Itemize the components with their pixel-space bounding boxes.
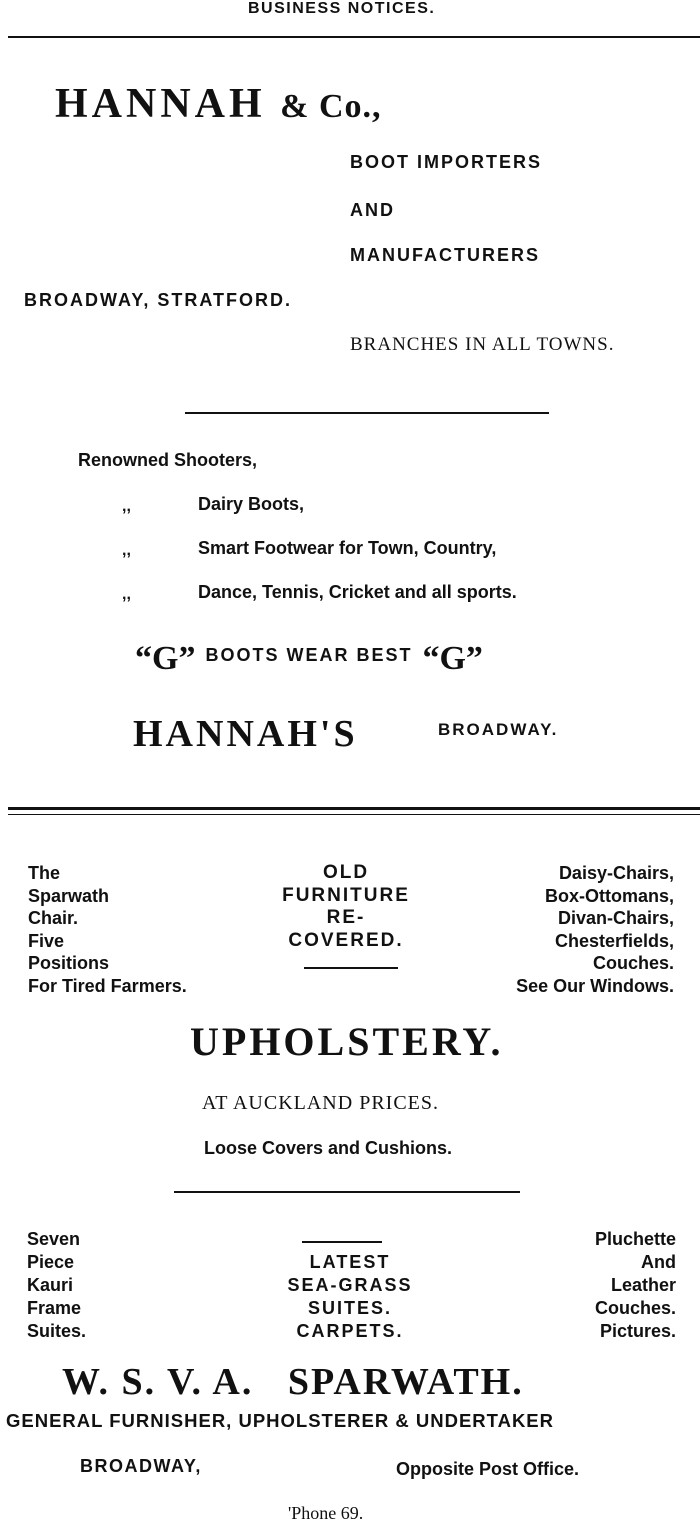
right-col2-line: Couches. <box>594 1298 676 1318</box>
hannah-tagline-2: AND <box>350 200 395 220</box>
hannah-ditto-mark: ,, <box>122 542 131 559</box>
sparwath-center-column-2 <box>262 1251 438 1343</box>
hannah-item-text: Dance, Tennis, Cricket and all sports. <box>198 582 517 602</box>
left-col-line: Chair. <box>28 908 79 928</box>
hannah-footer-name: HANNAH'S <box>133 713 358 755</box>
right-col-line: Couches. <box>592 953 674 973</box>
left-col2-line: Seven <box>27 1229 81 1249</box>
center-col2-line: SUITES. <box>307 1298 392 1318</box>
hannah-item-text: Renowned Shooters, <box>78 450 258 470</box>
hannah-item-text: Dairy Boots, <box>198 494 305 514</box>
hannah-ditto-mark: ,, <box>122 498 131 515</box>
sparwath-center-column <box>262 862 430 952</box>
hannah-address: BROADWAY, STRATFORD. <box>24 290 293 310</box>
sparwath-divider <box>174 1191 520 1193</box>
center-column-2-rule <box>302 1241 382 1243</box>
page-header: BUSINESS NOTICES. <box>248 0 436 17</box>
right-col-line: Box-Ottomans, <box>544 885 674 906</box>
center-col2-line: LATEST <box>309 1252 391 1272</box>
center-col-line: COVERED. <box>288 929 404 951</box>
left-col2-line: Suites. <box>27 1321 87 1341</box>
left-col-line: Five <box>28 930 65 951</box>
left-col2-line: Piece <box>27 1252 75 1272</box>
right-col2-line: Pictures. <box>599 1321 676 1341</box>
left-col2-line: Frame <box>27 1298 82 1318</box>
center-col-line: OLD <box>322 862 370 883</box>
center-column-rule <box>304 967 398 969</box>
right-col2-line: And <box>641 1252 676 1272</box>
slogan-g-left: “G” <box>135 640 196 677</box>
sparwath-trade: GENERAL FURNISHER, UPHOLSTERER & UNDERTAKER <box>6 1410 555 1431</box>
sparwath-place: BROADWAY, <box>80 1456 202 1476</box>
header-rule <box>8 36 700 38</box>
sparwath-headline: UPHOLSTERY. <box>190 1019 504 1064</box>
hannah-tagline-3: MANUFACTURERS <box>350 245 540 265</box>
right-col-line: See Our Windows. <box>516 975 674 996</box>
right-col-line: Divan-Chairs, <box>557 908 674 928</box>
sparwath-subline: AT AUCKLAND PRICES. <box>202 1092 439 1114</box>
right-col-line: Daisy-Chairs, <box>558 863 674 883</box>
hannah-company-name <box>55 80 382 128</box>
section-divider-bottom <box>8 814 700 815</box>
right-col2-line: Leather <box>610 1275 676 1295</box>
right-col-line: Chesterfields, <box>554 930 674 951</box>
left-col-line: Sparwath <box>28 885 110 906</box>
hannah-branches: BRANCHES IN ALL TOWNS. <box>350 334 615 355</box>
hannah-slogan <box>135 640 483 678</box>
sparwath-right-column-2 <box>595 1228 676 1343</box>
hannah-tagline-1: BOOT IMPORTERS <box>350 152 543 172</box>
section-divider-top <box>8 807 700 810</box>
sparwath-location: Opposite Post Office. <box>396 1459 580 1479</box>
sparwath-name: W. S. V. A. SPARWATH. <box>62 1361 524 1403</box>
center-col-line: FURNITURE <box>282 884 410 906</box>
hannah-footer-place: BROADWAY. <box>438 720 559 739</box>
left-col-line: Positions <box>28 953 110 973</box>
sparwath-phone: 'Phone 69. <box>288 1503 364 1523</box>
sparwath-right-column <box>516 862 674 997</box>
center-col2-line: SEA-GRASS <box>287 1275 413 1295</box>
right-col2-line: Pluchette <box>594 1229 676 1249</box>
slogan-text: BOOTS WEAR BEST <box>205 645 413 665</box>
sparwath-left-column <box>28 862 187 997</box>
sparwath-covers: Loose Covers and Cushions. <box>204 1138 453 1158</box>
center-col2-line: CARPETS. <box>296 1321 404 1341</box>
left-col2-line: Kauri <box>27 1275 74 1295</box>
hannah-item-text: Smart Footwear for Town, Country, <box>198 538 497 558</box>
left-col-line: The <box>28 863 61 883</box>
hannah-ditto-mark: ,, <box>122 586 131 603</box>
sparwath-left-column-2 <box>27 1228 86 1343</box>
center-col-line: RE- <box>326 907 366 928</box>
slogan-g-right: “G” <box>422 640 483 677</box>
left-col-line: For Tired Farmers. <box>28 975 187 996</box>
hannah-name-suffix: & Co., <box>280 88 382 125</box>
hannah-name: HANNAH <box>55 81 266 127</box>
hannah-divider <box>185 412 549 414</box>
